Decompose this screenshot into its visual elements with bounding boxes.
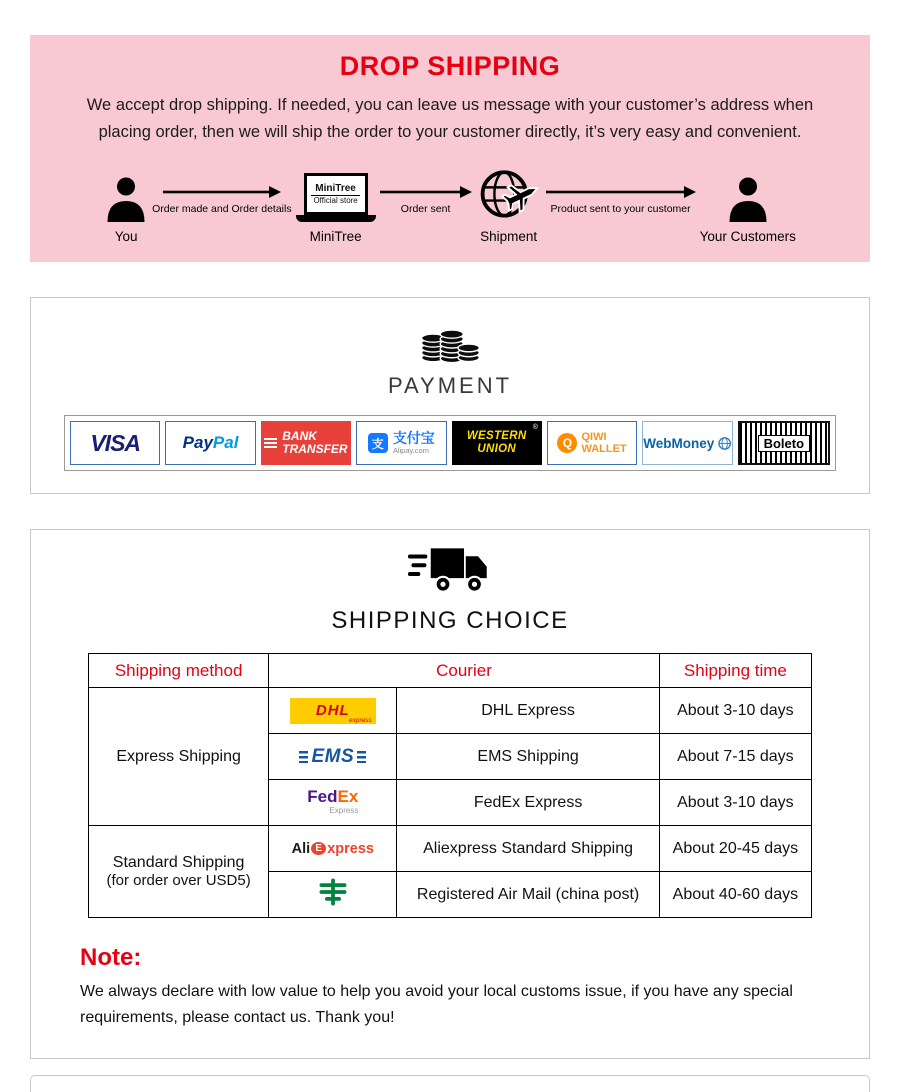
minitree-label: MiniTree (309, 229, 362, 244)
arrow-1-label: Order made and Order details (152, 203, 292, 215)
note-title: Note: (80, 944, 142, 971)
bank-line-2: TRANSFER (282, 442, 348, 456)
drop-shipping-banner (30, 35, 870, 262)
header-shipping-method: Shipping method (89, 654, 269, 688)
laptop-screen-line-2: Official store (313, 195, 358, 205)
shipment-label: Shipment (480, 229, 538, 244)
bank-transfer-logo (261, 421, 351, 465)
customers-label: Your Customers (699, 229, 796, 244)
dhl-logo (290, 698, 376, 724)
dhl-express-text: express (349, 716, 372, 724)
paypal-text-1: Pay (182, 433, 213, 452)
page (0, 35, 900, 1092)
next-section-stub (30, 1075, 870, 1092)
flow-node-customers (700, 158, 796, 244)
time-cell: About 20-45 days (659, 826, 811, 872)
table-row (89, 688, 812, 734)
fedex-logo-cell (269, 780, 397, 826)
ems-text: EMS (311, 745, 355, 767)
flow-node-minitree (296, 158, 376, 244)
drop-shipping-flow (38, 158, 862, 244)
dhl-text: DHL (315, 702, 350, 719)
payment-title: PAYMENT (387, 373, 513, 398)
time-cell: About 7-15 days (659, 734, 811, 780)
laptop-icon (296, 173, 376, 222)
alipay-sub-text: Alipay.com (392, 446, 429, 455)
description-line-1: We accept drop shipping. If needed, you can leave us message with your customer’s address when (86, 96, 814, 114)
fedex-text-1: Fed (307, 786, 338, 806)
china-post-icon (316, 877, 350, 907)
visa-text: VISA (90, 429, 141, 456)
customers-icon-slot (726, 158, 770, 222)
bank-line-1: BANK (282, 429, 317, 443)
webmoney-globe-icon (718, 435, 731, 452)
alipay-logo (356, 421, 446, 465)
aliexpress-text-2: xpress (327, 840, 374, 857)
western-union-registered-mark: ® (532, 424, 538, 431)
person-icon (104, 176, 148, 222)
arrow-2-label: Order sent (400, 203, 451, 215)
method-express-cell: Express Shipping (89, 688, 269, 826)
header-courier: Courier (269, 654, 660, 688)
flow-node-shipment (476, 158, 542, 244)
time-cell: About 40-60 days (659, 872, 811, 918)
you-icon-slot (104, 158, 148, 222)
person-icon (726, 176, 770, 222)
shipping-table (88, 653, 812, 918)
truck-icon (408, 544, 492, 600)
shipping-title: SHIPPING CHOICE (331, 607, 569, 634)
right-arrow-icon (163, 186, 281, 198)
minitree-icon-slot (296, 158, 376, 222)
laptop-screen-line-1: MiniTree (315, 183, 356, 195)
visa-logo (70, 421, 160, 465)
table-header-row (89, 654, 812, 688)
time-cell: About 3-10 days (659, 688, 811, 734)
aliexpress-logo (273, 841, 392, 857)
you-label: You (114, 229, 138, 244)
right-arrow-icon (546, 186, 696, 198)
note-line-1: We always declare with low value to help you avoid your local customs issue, if you have any special (80, 983, 793, 1000)
western-union-text (467, 430, 527, 456)
qiwi-icon: Q (557, 433, 577, 453)
boleto-logo (738, 421, 830, 465)
laptop-base (296, 215, 376, 222)
bank-transfer-text (282, 430, 347, 456)
laptop-screen (304, 173, 368, 215)
western-line-1: WESTERN (466, 430, 527, 442)
alipay-text (393, 431, 435, 455)
standard-label-line-1: Standard Shipping (112, 854, 245, 871)
western-union-logo (452, 421, 542, 465)
shipment-icon-slot (476, 158, 542, 222)
ems-logo-cell (269, 734, 397, 780)
drop-shipping-title: DROP SHIPPING (339, 51, 561, 81)
flow-arrow-1 (152, 158, 291, 215)
fedex-express-text: Express (329, 805, 359, 815)
method-standard-cell (89, 826, 269, 918)
dhl-logo-cell (269, 688, 397, 734)
courier-cell: DHL Express (397, 688, 659, 734)
time-cell: About 3-10 days (659, 780, 811, 826)
table-row (89, 826, 812, 872)
description-line-2: placing order, then we will ship the order to your customer directly, it’s very easy and convenient. (98, 123, 802, 141)
webmoney-logo (642, 421, 732, 465)
paypal-logo (165, 421, 255, 465)
globe-plane-icon (476, 164, 542, 222)
courier-cell: Aliexpress Standard Shipping (397, 826, 659, 872)
note-block (80, 944, 820, 1032)
courier-cell: Registered Air Mail (china post) (397, 872, 659, 918)
standard-label-line-2: (for order over USD5) (106, 872, 251, 889)
alipay-icon: 支 (368, 433, 388, 453)
ems-stripes-icon (299, 751, 308, 763)
right-arrow-icon (380, 186, 472, 198)
fedex-wordmark (307, 788, 358, 806)
note-text (80, 979, 820, 1032)
qiwi-text (581, 431, 626, 455)
ems-stripes-icon (357, 751, 366, 763)
drop-shipping-description (38, 92, 862, 146)
qiwi-line-2: WALLET (581, 443, 627, 455)
qiwi-logo (547, 421, 637, 465)
china-post-logo-cell (269, 872, 397, 918)
payment-section (30, 297, 870, 494)
fedex-logo (307, 788, 358, 815)
webmoney-text: WebMoney (643, 435, 715, 451)
ems-logo (273, 746, 392, 768)
paypal-text-2: Pal (212, 433, 239, 452)
note-line-2: requirements, please contact us. Thank you! (80, 1009, 395, 1027)
courier-cell: EMS Shipping (397, 734, 659, 780)
alipay-cn-text: 支付宝 (392, 430, 435, 446)
coins-icon (418, 314, 482, 364)
shipping-section (30, 529, 870, 1059)
aliexpress-e-icon: E (311, 842, 326, 855)
bank-transfer-icon (264, 438, 277, 449)
flow-arrow-2 (380, 158, 472, 215)
flow-arrow-3 (546, 158, 696, 215)
flow-node-you (104, 158, 148, 244)
header-shipping-time: Shipping time (659, 654, 811, 688)
aliexpress-text-1: Ali (291, 840, 311, 857)
arrow-3-label: Product sent to your customer (550, 203, 691, 215)
western-line-2: UNION (477, 443, 516, 455)
boleto-text: Boleto (758, 435, 810, 452)
aliexpress-logo-cell (269, 826, 397, 872)
fedex-text-2: Ex (337, 786, 359, 806)
payment-logos-strip (64, 415, 836, 471)
qiwi-line-1: QIWI (581, 431, 607, 443)
courier-cell: FedEx Express (397, 780, 659, 826)
